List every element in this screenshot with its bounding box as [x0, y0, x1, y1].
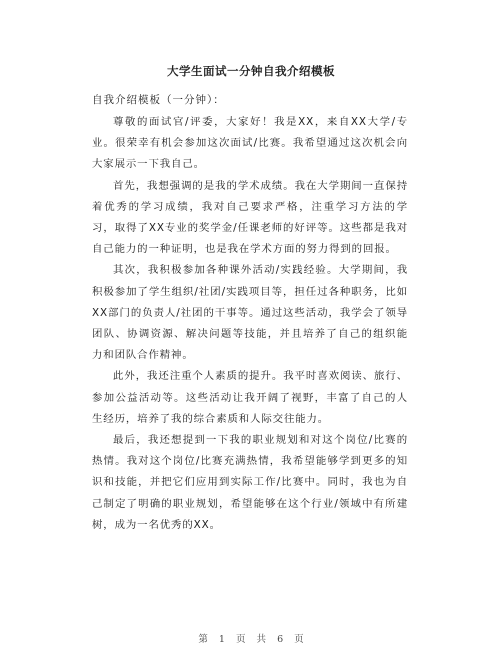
- footer-label-page: 第: [198, 634, 208, 645]
- paragraph-career-plan: 最后，我还想提到一下我的职业规划和对这个岗位/比赛的热情。我对这个岗位/比赛充满热情，我希望能够学到更多的知识和技能，并把它们应用到实际工作/比赛中。同时，我也为自己制定了明确的职业规划，希望能够在这个行业/领域中有所建树，成为一名优秀的XX。: [92, 434, 408, 531]
- document-subtitle: 自我介绍模板（一分钟）：: [92, 94, 225, 106]
- paragraph-greeting: 尊敬的面试官/评委，大家好！我是XX，来自XX大学/专业。很荣幸有机会参加这次面试/比赛。我希望通过这次机会向大家展示一下我自己。: [92, 116, 408, 171]
- footer-label-pages: 页: [294, 634, 304, 645]
- page-footer: [0, 631, 502, 645]
- footer-current-page: 1: [218, 634, 225, 645]
- paragraph-academics: 首先，我想强调的是我的学术成绩。我在大学期间一直保持着优秀的学习成绩，我对自己要求严格，注重学习方法的学习，取得了XX专业的奖学金/任课老师的好评等。这些都是我对自己能力的一种证明，也是我在学术方面的努力得到的回报。: [92, 179, 408, 256]
- paragraph-activities: 其次，我积极参加各种课外活动/实践经验。大学期间，我积极参加了学生组织/社团/实践项目等，担任过各种职务，比如XX部门的负责人/社团的干事等。通过这些活动，我学会了领导团队、协调资源、解决问题等技能，并且培养了自己的组织能力和团队合作精神。: [92, 264, 408, 362]
- footer-label-of: 页: [235, 634, 246, 645]
- document-title: 大学生面试一分钟自我介绍模板: [167, 64, 335, 78]
- paragraph-personal-qualities: 此外，我还注重个人素质的提升。我平时喜欢阅读、旅行、参加公益活动等。这些活动让我开阔了视野，丰富了自己的人生经历，培养了我的综合素质和人际交往能力。: [92, 370, 408, 425]
- footer-total-pages: 6: [277, 634, 284, 645]
- footer-label-total: 共: [256, 634, 267, 645]
- document-body: [92, 112, 408, 536]
